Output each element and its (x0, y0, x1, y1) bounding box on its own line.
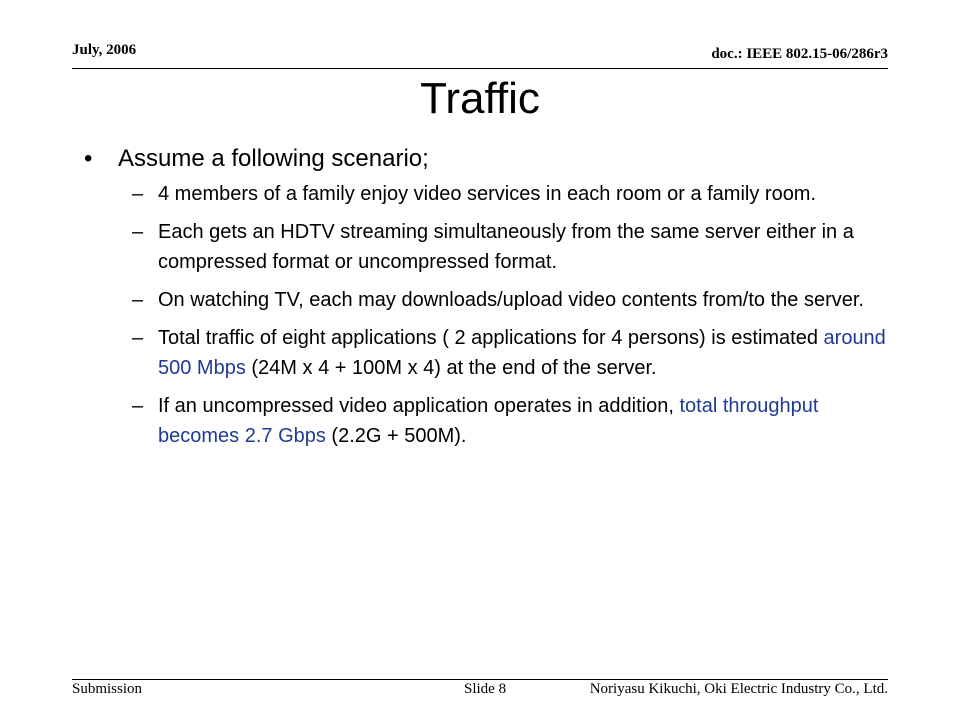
dash-marker: – (132, 395, 144, 417)
highlight-text: around 500 Mbps (158, 327, 886, 379)
sub-bullet-text: 4 members of a family enjoy video services in each room or a family room. (158, 183, 817, 205)
dash-marker: – (132, 183, 144, 205)
sub-bullet-text: Each gets an HDTV streaming simultaneously from the same server either in a compressed format or uncompressed format. (158, 221, 854, 273)
sub-bullet-3 (132, 285, 904, 315)
highlight-text: total throughput becomes 2.7 Gbps (158, 395, 819, 447)
sub-bullet-text (158, 323, 904, 383)
sub-bullet-4 (132, 323, 904, 383)
header-date: July, 2006 (72, 42, 137, 58)
bullet-marker: • (84, 145, 93, 172)
text-segment: (2.2G + 500M). (325, 425, 467, 447)
header-divider (72, 68, 888, 69)
text-segment: If an uncompressed video application operates in addition, (158, 395, 680, 417)
dash-marker: – (132, 327, 144, 349)
main-bullet (84, 143, 904, 175)
sub-bullet-2 (132, 217, 904, 277)
text-segment: (24M x 4 + 100M x 4) at the end of the server. (245, 357, 657, 379)
sub-bullet-1 (132, 179, 904, 209)
sub-bullet-text: On watching TV, each may downloads/upload video contents from/to the server. (158, 289, 864, 311)
slide-body (84, 143, 904, 459)
header-doc-id: doc.: IEEE 802.15-06/286r3 (711, 46, 888, 62)
main-bullet-text: Assume a following scenario; (118, 145, 429, 172)
footer-author: Noriyasu Kikuchi, Oki Electric Industry Co., Ltd. (589, 681, 888, 697)
footer-submission: Submission (72, 681, 143, 697)
text-segment: Total traffic of eight applications ( 2 applications for 4 persons) is estimated (158, 327, 824, 349)
dash-marker: – (132, 289, 144, 311)
dash-marker: – (132, 221, 144, 243)
slide-title: Traffic (420, 74, 540, 123)
footer-slide-number: Slide 8 (464, 681, 507, 697)
footer-divider (72, 679, 888, 680)
sub-bullet-text (158, 391, 904, 451)
sub-bullet-5 (132, 391, 904, 451)
